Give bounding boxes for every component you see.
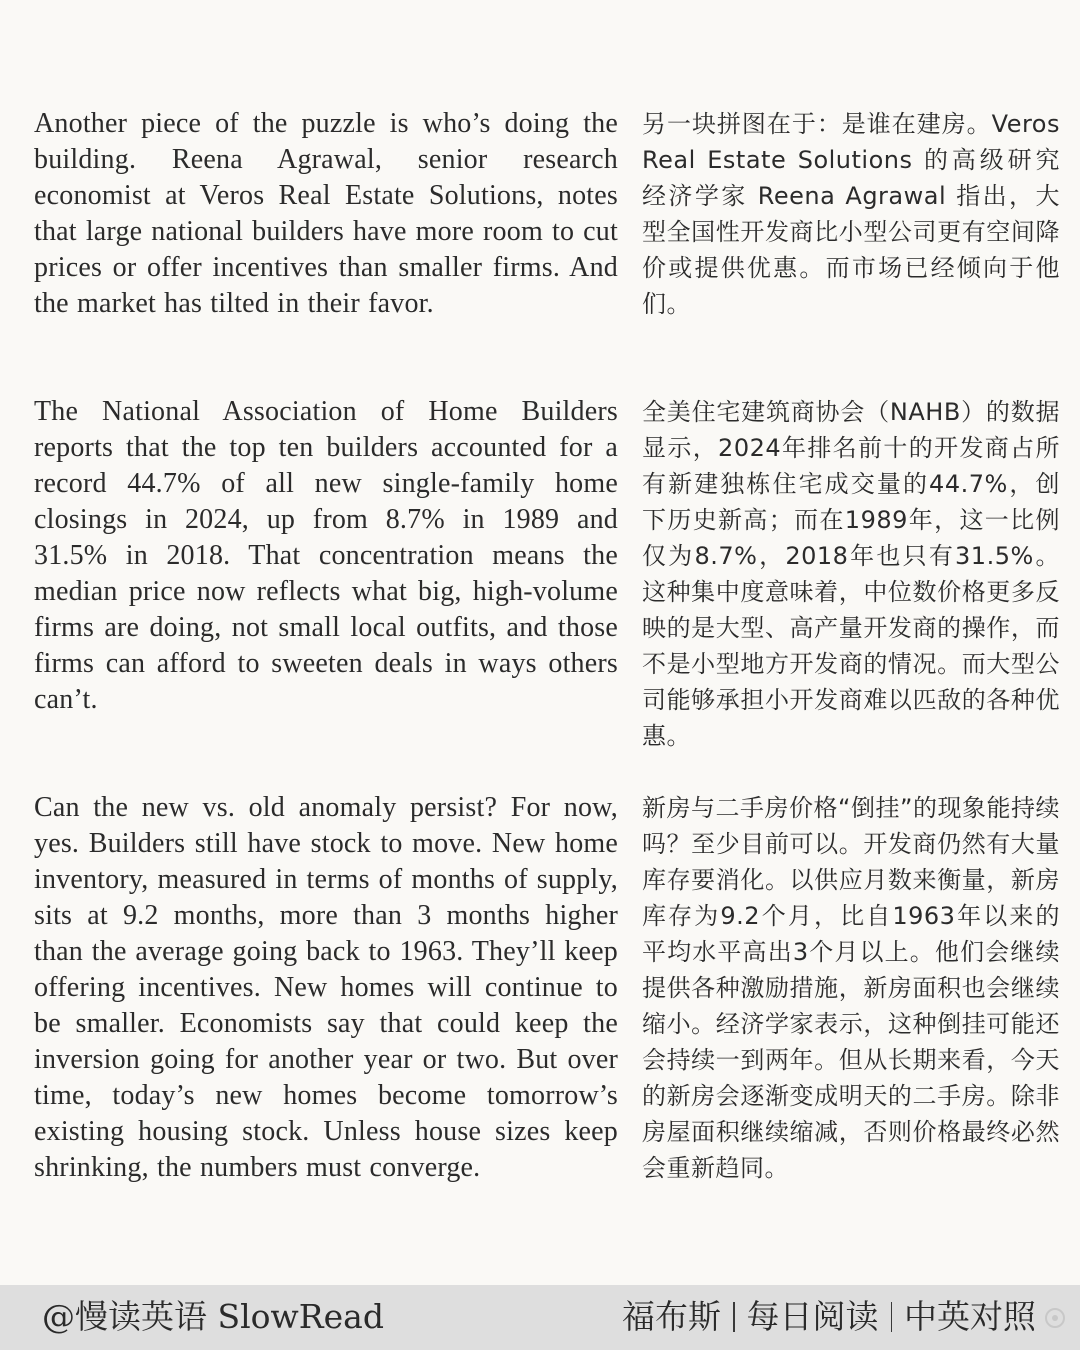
bilingual-label: 中英对照 <box>904 1297 1036 1336</box>
account-handle: @慢读英语 SlowRead <box>42 1297 384 1336</box>
footer-bar <box>0 1285 1080 1350</box>
daily-reading-label: 每日阅读 <box>746 1297 879 1336</box>
divider <box>733 1302 735 1332</box>
footer-tagline <box>622 1297 1036 1337</box>
chinese-paragraph: 全美住宅建筑商协会（NAHB）的数据显示，2024年排名前十的开发商占所有新建独栋住宅成交量的44.7%，创下历史新高；而在1989年，这一比例仅为8.7%，2018年也只有31.5%。这种集中度意味着，中位数价格更多反映的是大型、高产量开发商的操作，而不是小型地方开发商的情况。而大型公司能够承担小开发商难以匹敌的各种优惠。 <box>642 398 1060 750</box>
english-paragraph: Can the new vs. old anomaly persist? For now, yes. Builders still have stock to move. New home inventory, measured in terms of months of supply, sits at 9.2 months, more than 3 months higher than the average going back to 1963. They’ll keep offering incentives. New homes will continue to be smaller. Economists say that could keep the inversion going for another year or two. But over time, today’s new homes become tomorrow’s existing housing stock. Unless house sizes keep shrinking, the numbers must converge. <box>34 792 618 1183</box>
chinese-paragraph: 新房与二手房价格“倒挂”的现象能持续吗？至少目前可以。开发商仍然有大量库存要消化。以供应月数来衡量，新房库存为9.2个月，比自1963年以来的平均水平高出3个月以上。他们会继续提供各种激励措施，新房面积也会继续缩小。经济学家表示，这种倒挂可能还会持续一到两年。但从长期来看，今天的新房会逐渐变成明天的二手房。除非房屋面积继续缩减，否则价格最终必然会重新趋同。 <box>642 794 1060 1182</box>
divider <box>891 1302 893 1332</box>
source-label: 福布斯 <box>622 1297 721 1336</box>
chinese-paragraph: 另一块拼图在于：是谁在建房。Veros Real Estate Solutions 的高级研究经济学家 Reena Agrawal 指出，大型全国性开发商比小型公司更有空间降价或提供优惠。而市场已经倾向于他们。 <box>642 110 1060 318</box>
english-paragraph: The National Association of Home Builders reports that the top ten builders accounted for a record 44.7% of all new single-family home closings in 2024, up from 8.7% in 1989 and 31.5% in 2018. That concentration means the median price now reflects what big, high-volume firms are doing, not small local outfits, and those firms can afford to sweeten deals in ways others can’t. <box>34 396 618 715</box>
app-logo-icon <box>1044 1307 1066 1329</box>
english-paragraph: Another piece of the puzzle is who’s doing the building. Reena Agrawal, senior research economist at Veros Real Estate Solutions, notes that large national builders have more room to cut prices or offer incentives than smaller firms. And the market has tilted in their favor. <box>34 108 618 319</box>
